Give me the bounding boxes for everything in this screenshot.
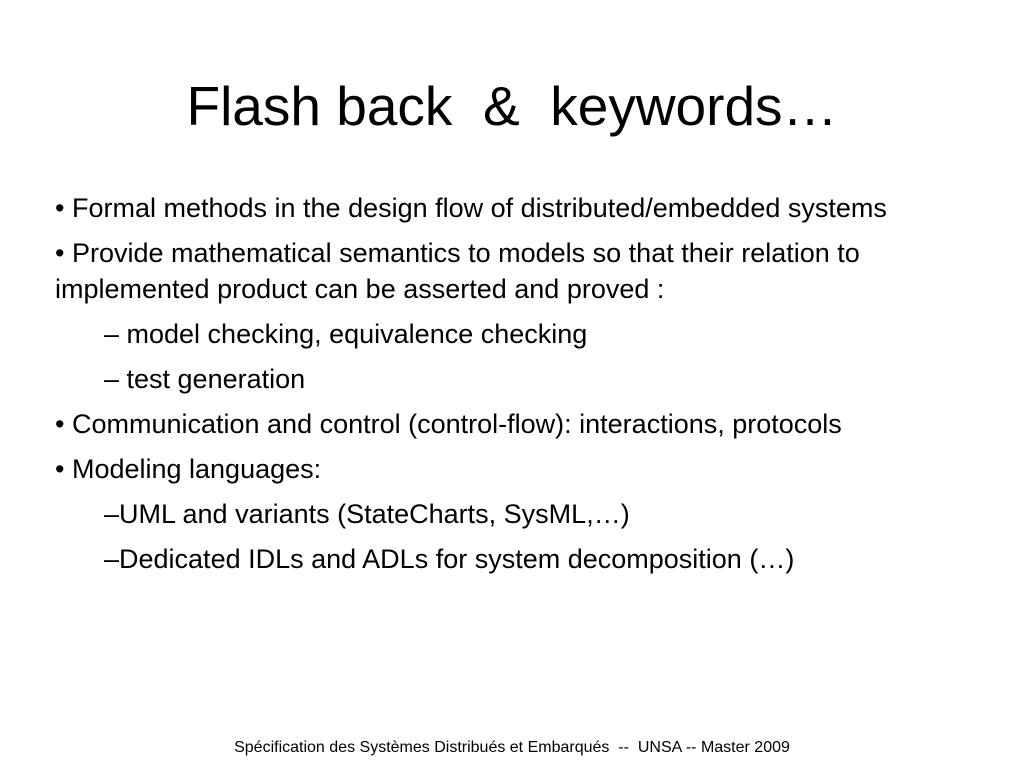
slide-body <box>55 190 985 586</box>
sub-bullet-test-generation: – test generation <box>104 364 306 394</box>
sub-bullet-model-checking: – model checking, equivalence checking <box>104 319 588 349</box>
slide-title: Flash back & keywords… <box>186 75 838 137</box>
bullet-modeling-languages: • Modeling languages: <box>55 454 322 484</box>
bullet-formal-methods: • Formal methods in the design flow of distributed/embedded systems <box>55 193 887 223</box>
sub-bullet-uml-variants: –UML and variants (StateCharts, SysML,…) <box>104 499 630 529</box>
sub-bullet-idls-adls: –Dedicated IDLs and ADLs for system decomposition (…) <box>104 544 795 574</box>
slide-footer: Spécification des Systèmes Distribués et Embarqués -- UNSA -- Master 2009 <box>234 739 790 756</box>
bullet-communication-control: • Communication and control (control-flow): interactions, protocols <box>55 409 842 439</box>
bullet-mathematical-semantics: • Provide mathematical semantics to models so that their relation to implemented product can be asserted and proved : <box>55 238 860 304</box>
